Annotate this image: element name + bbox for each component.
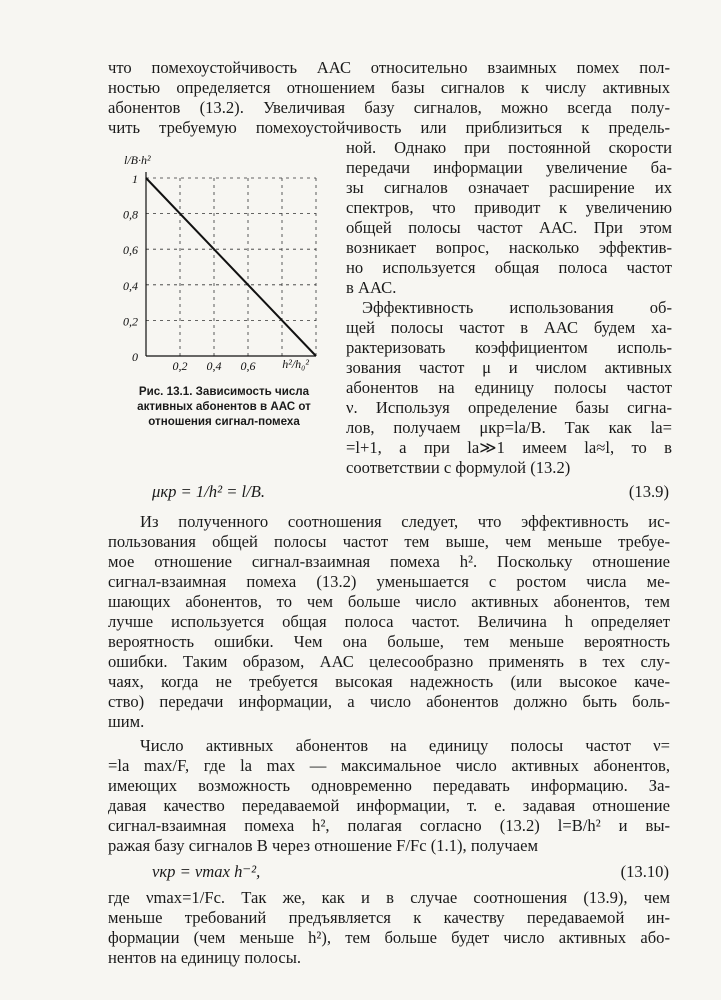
y-tick-label: 0,4 — [123, 278, 138, 293]
text-line: соответствии с формулой (13.2) — [346, 458, 571, 477]
text-line: шим. — [108, 712, 145, 731]
text-line: щей полосы частот в ААС будем ха- — [346, 318, 672, 337]
text-line: нентов на единицу полосы. — [108, 948, 301, 967]
text-line: сигнал-взаимная помеха h², полагая согласно (13.2) l=B/h² и вы- — [108, 816, 670, 835]
text-line: в ААС. — [346, 278, 397, 297]
text-line: меньше требований предъявляется к качеству передаваемой ин- — [108, 908, 670, 927]
y-tick-label: 1 — [132, 172, 138, 186]
y-tick-label: 0 — [132, 350, 138, 364]
text-line: сигнал-взаимная помеха (13.2) уменьшается с ростом числа ме- — [108, 572, 670, 591]
text-line: Из полученного соотношения следует, что эффективность ис- — [140, 512, 670, 531]
text-line: Эффективность использования об- — [362, 298, 672, 317]
equation-number: (13.9) — [628, 482, 669, 501]
text-line: чить требуемую помехоустойчивость или приблизиться к предель- — [108, 118, 670, 137]
text-line: ошибки. Таким образом, ААС целесообразно применять в тех слу- — [108, 652, 670, 671]
y-axis-label: l/B·h² — [124, 153, 151, 167]
text-line: шающих абонентов, то чем больше число активных абонентов, тем — [108, 592, 670, 611]
y-tick-label: 0,6 — [123, 243, 138, 258]
text-line: возникает вопрос, насколько эффектив- — [346, 238, 672, 257]
text-line: абонентов (13.2). Увеличивая базу сигналов, можно всегда полу- — [108, 98, 670, 117]
x-axis-label: h²/h₀² — [282, 357, 309, 371]
text-line: ство) передачи информации, а число абонентов должно быть боль- — [108, 692, 670, 711]
text-line: лов, получаем μкр=lа/B. Так как lа= — [346, 418, 672, 437]
x-tick-label: 0,2 — [172, 359, 188, 373]
text-line: абонентов на единицу полосы частот — [346, 378, 672, 397]
text-line: =l+1, а при lа≫1 имеем lа≈l, то в — [346, 438, 672, 457]
caption-line: Рис. 13.1. Зависимость числа — [138, 385, 310, 398]
chart-svg — [112, 152, 344, 374]
text-line: вероятность ошибки. Чем она больше, тем меньше вероятность — [108, 632, 670, 651]
text-line: имеющих возможность одновременно передавать информацию. За- — [108, 776, 670, 795]
text-line: зы сигналов означает расширение их — [346, 178, 672, 197]
equation-13-10: νкр = νmax h⁻², — [152, 862, 261, 881]
text-line: чаях, когда не требуется высокая надежность (или высокое каче- — [108, 672, 670, 691]
text-line: лучше используется общая полоса частот. Величина h определяет — [108, 612, 670, 631]
text-line: ν. Используя определение базы сигна- — [346, 398, 672, 417]
text-line: ностью определяется отношением базы сигналов к числу активных — [108, 78, 670, 97]
text-line: давая качество передаваемой информации, т. е. задавая отношение — [108, 796, 670, 815]
text-line: общей полосы частот ААС. При этом — [346, 218, 672, 237]
text-line: зования частот μ и числом активных — [346, 358, 672, 377]
text-line: где νmax=1/Fc. Так же, как и в случае соотношения (13.9), чем — [108, 888, 670, 907]
figure-13-1 — [112, 152, 344, 374]
text-line: спектров, что приводит к увеличению — [346, 198, 672, 217]
y-tick-label: 0,8 — [123, 207, 138, 222]
text-line: что помехоустойчивость ААС относительно взаимных помех пол- — [108, 58, 670, 77]
caption-line: отношения сигнал-помеха — [148, 415, 300, 428]
text-line: пользования общей полосы частот тем выше, чем меньше требуе- — [108, 532, 670, 551]
caption-line: активных абонентов в ААС от — [137, 400, 311, 413]
x-tick-label: 0,4 — [206, 359, 222, 373]
text-line: рактеризовать коэффициентом исполь- — [346, 338, 672, 357]
text-line: мое отношение сигнал-взаимная помеха h². Поскольку отношение — [108, 552, 670, 571]
text-line: формации (чем меньше h²), тем больше будет число активных або- — [108, 928, 670, 947]
equation-number: (13.10) — [620, 862, 669, 881]
y-tick-label: 0,2 — [123, 314, 138, 329]
text-line: ной. Однако при постоянной скорости — [346, 138, 672, 157]
text-line: ражая базу сигналов B через отношение F/Fc (1.1), получаем — [108, 836, 538, 855]
text-line: передачи информации увеличение ба- — [346, 158, 672, 177]
x-tick-label: 0,6 — [240, 359, 256, 373]
series-line — [146, 178, 316, 356]
equation-13-9: μкр = 1/h² = l/B. — [152, 482, 266, 501]
text-line: Число активных абонентов на единицу полосы частот ν= — [140, 736, 670, 755]
figure-caption — [108, 384, 340, 429]
text-line: =lа max/F, где lа max — максимальное число активных абонентов, — [108, 756, 670, 775]
text-line: но используется общая полоса частот — [346, 258, 672, 277]
